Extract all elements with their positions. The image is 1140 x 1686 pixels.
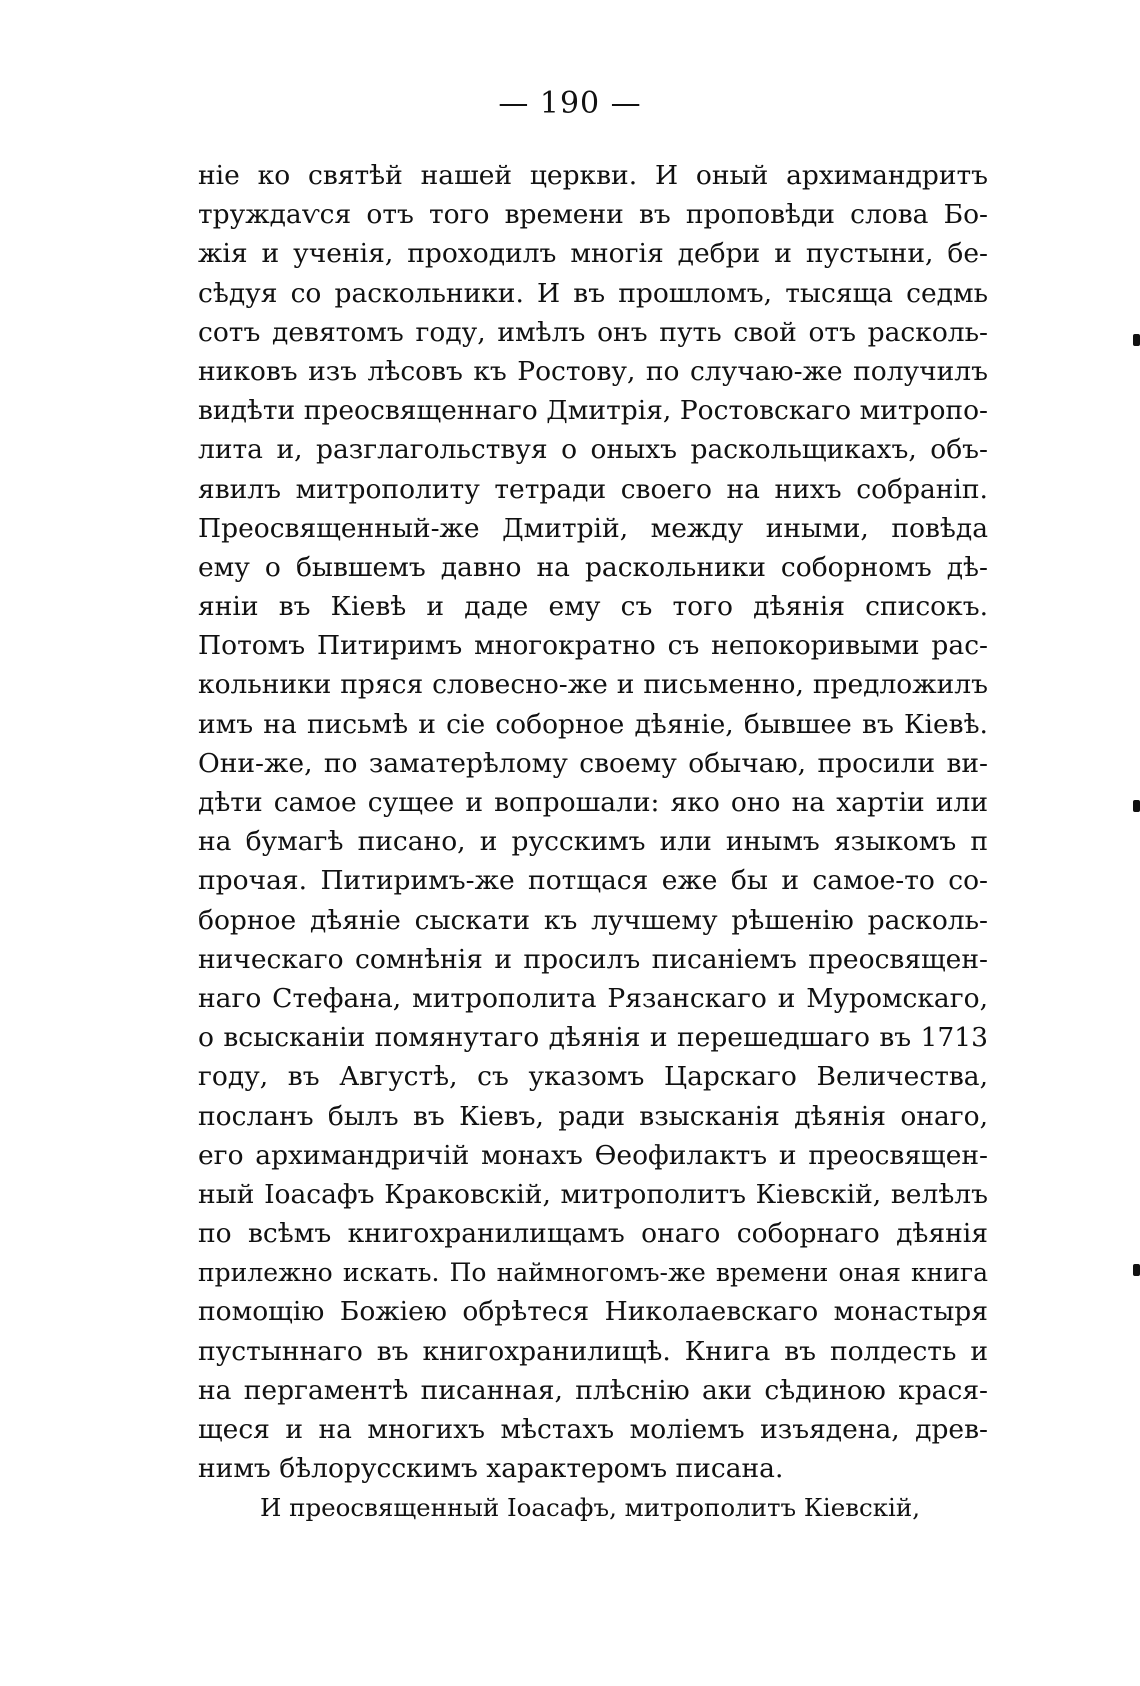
text-line: сѣдуя со раскольники. И въ прошломъ, тысяща седмь <box>198 277 988 309</box>
text-line: видѣти преосвященнаго Дмитрія, Ростовскаго митропо- <box>198 395 988 427</box>
text-line: прочая. Питиримъ-же потщася еже бы и самое-то со- <box>198 865 988 897</box>
page-number: — 190 — <box>498 86 642 121</box>
text-line: ный Іоасафъ Краковскій, митрополитъ Кіевскій, велѣлъ <box>198 1178 988 1210</box>
text-line: его архимандричій монахъ Ѳеофилактъ и преосвящен- <box>198 1139 988 1171</box>
text-line: щеся и на многихъ мѣстахъ моліемъ изъядена, древ- <box>198 1414 988 1445</box>
text-line: помощію Божіею обрѣтеся Николаевскаго монастыря <box>198 1296 988 1328</box>
text-line: году, въ Августѣ, съ указомъ Царскаго Величества, <box>198 1061 988 1093</box>
text-line: ническаго сомнѣнія и просилъ писаніемъ преосвящен- <box>198 943 988 975</box>
text-line: о всысканіи помянутаго дѣянія и перешедшаго въ 1713 <box>198 1022 988 1054</box>
text-line: наго Стефана, митрополита Рязанскаго и Муромскаго, <box>198 982 988 1014</box>
body-text <box>198 156 988 1528</box>
text-line: Преосвященный-же Дмитрій, между иными, повѣда <box>198 512 988 544</box>
text-line: кольники пряся словесно-же и письменно, предложилъ <box>198 669 988 701</box>
text-line: яніи въ Кіевѣ и даде ему съ того дѣянія списокъ. <box>198 591 988 623</box>
text-line: имъ на письмѣ и сіе соборное дѣяніе, бывшее въ Кіевѣ. <box>198 708 988 740</box>
text-line: лита и, разглагольствуя о оныхъ раскольщикахъ, объ- <box>198 434 988 466</box>
text-line-paragraph-start: И преосвященный Іоасафъ, митрополитъ Кіевскій, <box>260 1493 920 1523</box>
text-line: Они-же, по заматерѣлому своему обычаю, просили ви- <box>198 747 988 779</box>
text-line: явилъ митрополиту тетради своего на нихъ собраніп. <box>198 473 988 505</box>
text-line: ніе ко святѣй нашей церкви. И оный архимандритъ <box>198 160 988 191</box>
text-line-paragraph-end: нимъ бѣлорусскимъ характеромъ писана. <box>198 1453 784 1485</box>
text-line: жія и ученія, проходилъ многія дебри и пустыни, бе- <box>198 238 988 270</box>
text-line: труждаѵся отъ того времени въ проповѣди слова Бо- <box>198 199 988 231</box>
text-line: сотъ девятомъ году, имѣлъ онъ путь свой отъ расколь- <box>198 316 988 348</box>
text-line: никовъ изъ лѣсовъ къ Ростову, по случаю-же получилъ <box>198 355 988 387</box>
text-line: на пергаментѣ писанная, плѣснію аки сѣдиною крася- <box>198 1374 988 1406</box>
margin-mark <box>1133 334 1140 346</box>
text-line: посланъ былъ въ Кіевъ, ради взысканія дѣянія онаго, <box>198 1100 988 1132</box>
text-line: прилежно искать. По наймногомъ-же времени оная книга <box>198 1258 988 1288</box>
text-line: на бумагѣ писано, и русскимъ или инымъ языкомъ п <box>198 826 988 858</box>
margin-mark <box>1133 1264 1140 1276</box>
text-line: Потомъ Питиримъ многократно съ непокоривыми рас- <box>198 630 988 662</box>
text-line: пустыннаго въ книгохранилищѣ. Книга въ полдесть и <box>198 1335 988 1367</box>
text-line: дѣти самое сущее и вопрошали: яко оно на хартіи или <box>198 787 988 818</box>
text-line: борное дѣяніе сыскати къ лучшему рѣшенію расколь- <box>198 904 988 936</box>
text-line: по всѣмъ книгохранилищамъ онаго соборнаго дѣянія <box>198 1218 988 1250</box>
margin-mark <box>1133 800 1140 812</box>
text-line: ему о бывшемъ давно на раскольники соборномъ дѣ- <box>198 551 988 583</box>
